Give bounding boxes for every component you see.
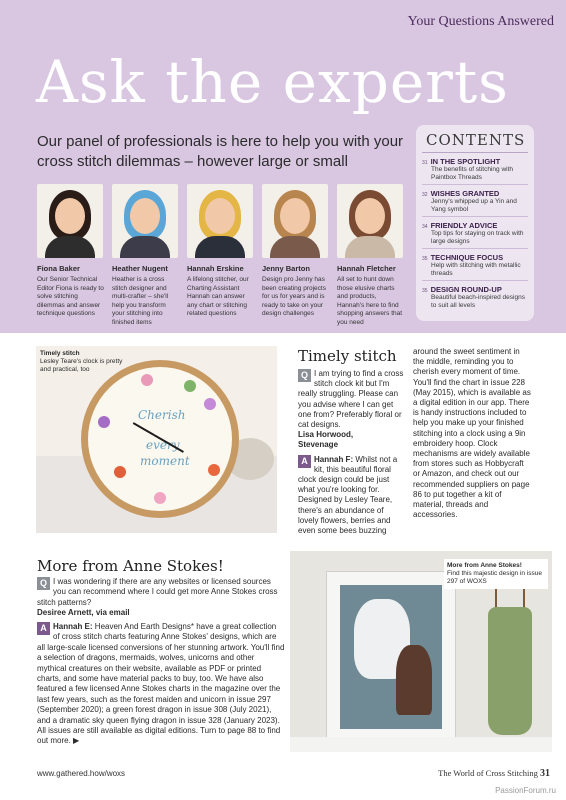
contents-item-desc: Help with stitching with metallic threads bbox=[431, 262, 521, 277]
footer-url: www.gathered.how/woxs bbox=[37, 769, 126, 778]
contents-list bbox=[422, 157, 528, 312]
clock-word: every bbox=[146, 438, 180, 452]
flower-icon bbox=[204, 398, 216, 410]
expert-name: Hannah Erskine bbox=[187, 264, 244, 273]
expert-face bbox=[355, 198, 385, 234]
contents-item bbox=[422, 285, 528, 312]
expert-face bbox=[130, 198, 160, 234]
contents-page-number: 35 bbox=[422, 288, 428, 294]
more-answer-block bbox=[37, 622, 285, 747]
contents-item-title: TECHNIQUE FOCUS bbox=[430, 253, 504, 262]
expert-face bbox=[205, 198, 235, 234]
expert-name: Jenny Barton bbox=[262, 264, 310, 273]
expert-photo bbox=[337, 184, 403, 258]
expert-name: Fiona Baker bbox=[37, 264, 80, 273]
question-badge: Q bbox=[37, 577, 50, 590]
expert-card bbox=[37, 184, 105, 319]
more-question-block bbox=[37, 577, 285, 618]
contents-item-title: DESIGN ROUND-UP bbox=[430, 285, 502, 294]
contents-item bbox=[422, 157, 528, 185]
timely-question: I am trying to find a cross stitch clock kit but I'm really struggling. Please can you advise where I can get one from? Preferably floral or cat designs. bbox=[298, 369, 404, 430]
contents-item bbox=[422, 189, 528, 217]
more-asker: Desiree Arnett, via email bbox=[37, 607, 130, 617]
contents-page-number: 34 bbox=[422, 224, 428, 230]
expert-top bbox=[45, 236, 95, 258]
leaf-icon bbox=[184, 380, 196, 392]
expert-card bbox=[337, 184, 405, 327]
window-ledge bbox=[290, 737, 552, 752]
green-jug bbox=[488, 607, 532, 735]
contents-item-title: WISHES GRANTED bbox=[430, 189, 500, 198]
page-number: 31 bbox=[540, 768, 550, 779]
expert-photo bbox=[262, 184, 328, 258]
room-caption-title: More from Anne Stokes! bbox=[447, 562, 522, 569]
answer-badge: A bbox=[298, 455, 311, 468]
contents-page-number: 32 bbox=[422, 192, 428, 198]
expert-photo bbox=[112, 184, 178, 258]
more-question: I was wondering if there are any websites or licensed sources you can recommend where I could get more Anne Stokes cross stitch patterns? bbox=[37, 577, 278, 607]
clock-photo bbox=[36, 346, 277, 533]
contents-page-number: 31 bbox=[422, 160, 428, 166]
clock-caption bbox=[40, 350, 130, 374]
expert-top bbox=[195, 236, 245, 258]
expert-description: Our Senior Technical Editor Fiona is ready to solve stitching dilemmas and answer technique questions bbox=[37, 276, 104, 317]
expert-photo bbox=[187, 184, 253, 258]
more-title: More from Anne Stokes! bbox=[37, 557, 224, 575]
magazine-name: The World of Cross Stitching bbox=[438, 768, 538, 778]
expert-name: Heather Nugent bbox=[112, 264, 168, 273]
clock-caption-body: Lesley Teare's clock is pretty and practical, too bbox=[40, 358, 123, 373]
contents-page-number: 35 bbox=[422, 256, 428, 262]
more-answer: Heaven And Earth Designs* have a great collection of cross stitch charts featuring Anne Stokes' designs, which are all large-scale licensed conversions of her stunning artwork. You'll find a selection of dragons, mermaids, wolves, unicorns and other mythical creatures on their website, available as PDF or printed charts, and some have material packs to buy, too. We have also featured a few licensed Anne Stokes charts in the magazine over the last few years, such as the forest maiden and unicorn in issue 297 (September 2020); a green forest dragon in issue 308 (July 2021), and a dramatic sky queen flying dragon in issue 328 (January 2023). All issues are still available as digital editions. Turn to page 88 to find out more. ▶ bbox=[37, 622, 285, 746]
contents-box bbox=[416, 125, 534, 321]
expert-top bbox=[345, 236, 395, 258]
clock-caption-title: Timely stitch bbox=[40, 350, 80, 357]
room-caption-body: Find this majestic design in issue 297 of WOXS bbox=[447, 570, 543, 585]
contents-item-title: IN THE SPOTLIGHT bbox=[430, 157, 501, 166]
timely-asker-place: Stevenage bbox=[298, 440, 339, 450]
timely-column-2: around the sweet sentiment in the middle, reminding you to cherish every moment of time. You'll find the chart in issue 228 (May 2015), which is available as a digital edition in our app. There is handy instructions included to help you make up your finished stitching into a clock using a 9in embroidery hoop. Clock mechanisms are widely available from stores such as Hobbycraft or Amazon, and check out our recommended suppliers on page 86 to put together a kit of material, threads and accessories. bbox=[413, 347, 531, 520]
expert-description: All set to hunt down those elusive charts and products, Hannah's here to find shopping answers that you need bbox=[337, 276, 403, 326]
flower-icon bbox=[98, 416, 110, 428]
question-badge: Q bbox=[298, 369, 311, 382]
expert-name: Hannah Fletcher bbox=[337, 264, 396, 273]
timely-title: Timely stitch bbox=[298, 347, 397, 365]
contents-item bbox=[422, 253, 528, 281]
expert-top bbox=[270, 236, 320, 258]
expert-photo bbox=[37, 184, 103, 258]
expert-face bbox=[55, 198, 85, 234]
watermark: PassionForum.ru bbox=[495, 786, 556, 795]
clock-word: Cherish bbox=[138, 408, 186, 422]
flower-icon bbox=[114, 466, 126, 478]
maiden-shape bbox=[396, 645, 432, 715]
contents-item bbox=[422, 221, 528, 249]
timely-answer-part1: Whilst not a kit, this beautiful floral clock design could be just what you're looking for. Designed by Lesley Teare, there's an abundance of lovely flowers, berries and even some bees buzzing bbox=[298, 454, 398, 536]
timely-asker-name: Lisa Horwood, bbox=[298, 430, 354, 440]
expert-face bbox=[280, 198, 310, 234]
contents-item-desc: Beautiful beach-inspired designs to suit all levels bbox=[431, 294, 525, 309]
flower-icon bbox=[208, 464, 220, 476]
footer-magazine bbox=[438, 768, 550, 779]
contents-item-desc: Top tips for staying on track with large designs bbox=[431, 230, 524, 245]
more-answer-lead: Hannah E: bbox=[53, 622, 93, 631]
expert-top bbox=[120, 236, 170, 258]
page-title: Ask the experts bbox=[36, 48, 509, 116]
timely-answer-lead: Hannah F: bbox=[314, 454, 354, 464]
expert-description: Design pro Jenny has been creating projects for us for years and is ready to take on your design challenges bbox=[262, 276, 326, 317]
flower-icon bbox=[154, 492, 166, 504]
room-caption bbox=[444, 559, 548, 589]
unicorn-artwork bbox=[340, 585, 442, 729]
header-band bbox=[0, 0, 566, 333]
expert-description: A lifelong stitcher, our Charting Assistant Hannah can answer any chart or stitching related questions bbox=[187, 276, 249, 317]
contents-item-title: FRIENDLY ADVICE bbox=[430, 221, 498, 230]
answer-badge: A bbox=[37, 622, 50, 635]
flower-icon bbox=[141, 374, 153, 386]
expert-card bbox=[112, 184, 180, 327]
contents-item-desc: Jenny's whipped up a Yin and Yang symbol bbox=[431, 198, 517, 213]
section-label: Your Questions Answered bbox=[407, 14, 554, 29]
clock-word: moment bbox=[140, 454, 190, 468]
expert-description: Heather is a cross stitch designer and multi-crafter – she'll help you transform your stitching into finished items bbox=[112, 276, 169, 326]
timely-column-1 bbox=[298, 369, 406, 536]
expert-card bbox=[187, 184, 255, 319]
contents-title: CONTENTS bbox=[422, 131, 528, 153]
contents-item-desc: The benefits of stitching with Paintbox Threads bbox=[431, 166, 514, 181]
intro-text: Our panel of professionals is here to help you with your cross stitch dilemmas – however large or small bbox=[37, 133, 404, 170]
expert-card bbox=[262, 184, 330, 319]
